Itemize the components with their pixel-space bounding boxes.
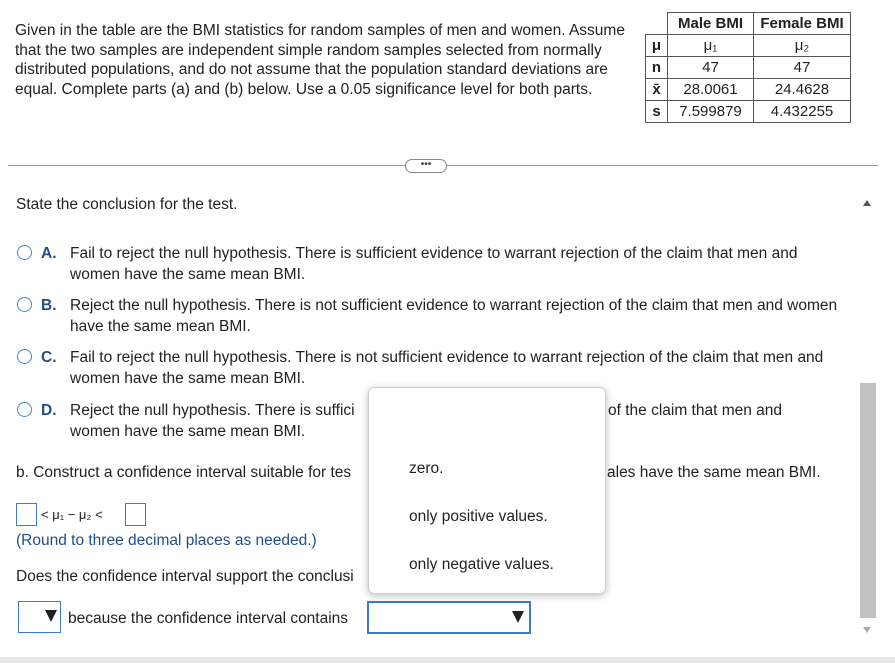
- lower-bound-input[interactable]: [16, 503, 37, 526]
- radio-button-a[interactable]: [17, 245, 32, 260]
- menu-item-positive[interactable]: only positive values.: [409, 508, 548, 525]
- problem-intro: Given in the table are the BMI statistics for random samples of men and women. Assume that the two samples are independent simple random samples selected from normally distributed populations, and do not assume that the population standard deviations are equal. Complete parts (a) and (b) below. Use a 0.05 significance level for both parts.: [15, 22, 625, 98]
- table-row: [646, 57, 851, 79]
- row-label: μ: [646, 35, 668, 57]
- row-label: n: [646, 57, 668, 79]
- interval-expression: [41, 507, 103, 522]
- option-text-line2: women have the same mean BMI.: [70, 423, 306, 440]
- table-corner: [646, 13, 668, 35]
- radio-button-d[interactable]: [17, 402, 32, 417]
- radio-button-c[interactable]: [17, 349, 32, 364]
- table-row: [646, 79, 851, 101]
- table-cell: 47: [668, 57, 754, 79]
- dropdown-arrow-icon: [512, 611, 524, 623]
- mu-difference: μ₁ − μ₂: [52, 507, 92, 522]
- table-cell: μ₂: [754, 35, 851, 57]
- contains-dropdown[interactable]: [367, 601, 531, 634]
- support-dropdown[interactable]: [18, 601, 61, 633]
- table-cell: 7.599879: [668, 101, 754, 123]
- table-header-female: Female BMI: [754, 13, 851, 35]
- row-label: x̄: [646, 79, 668, 101]
- option-text-left: Reject the null hypothesis. There is suffici: [70, 402, 355, 419]
- option-letter: C.: [41, 349, 57, 366]
- table-cell: 4.432255: [754, 101, 851, 123]
- scrollbar-thumb[interactable]: [860, 383, 876, 618]
- option-letter: D.: [41, 402, 57, 419]
- table-row: [646, 101, 851, 123]
- row-label: s: [646, 101, 668, 123]
- table-header-male: Male BMI: [668, 13, 754, 35]
- table-cell: 47: [754, 57, 851, 79]
- scroll-down-icon[interactable]: [863, 627, 871, 633]
- option-text: Fail to reject the null hypothesis. There is sufficient evidence to warrant rejection of the claim that men and women have the same mean BMI.: [70, 245, 798, 283]
- support-question: Does the confidence interval support the conclusi: [16, 568, 354, 585]
- table-cell: μ₁: [668, 35, 754, 57]
- bmi-stats-table: [645, 12, 851, 123]
- table-cell: 24.4628: [754, 79, 851, 101]
- radio-button-b[interactable]: [17, 297, 32, 312]
- because-text: because the confidence interval contains: [68, 610, 349, 627]
- option-text: Fail to reject the null hypothesis. There is not sufficient evidence to warrant rejection of the claim that men and women have the same mean BMI.: [70, 349, 824, 387]
- dropdown-arrow-icon: [45, 610, 57, 622]
- option-text-right: of the claim that men and: [608, 402, 783, 419]
- option-letter: B.: [41, 297, 57, 314]
- expand-button[interactable]: •••: [405, 159, 447, 173]
- table-header-row: [646, 13, 851, 35]
- question-text: State the conclusion for the test.: [16, 196, 238, 213]
- rounding-note: (Round to three decimal places as needed.): [16, 532, 317, 549]
- table-cell: 28.0061: [668, 79, 754, 101]
- part-b-text-left: b. Construct a confidence interval suitable for tes: [16, 464, 352, 481]
- menu-item-negative[interactable]: only negative values.: [409, 556, 554, 573]
- upper-bound-input[interactable]: [125, 503, 146, 526]
- bottom-bar: [0, 657, 895, 663]
- less-than-sign: <: [41, 507, 49, 522]
- table-row: [646, 35, 851, 57]
- menu-item-zero[interactable]: zero.: [409, 460, 444, 477]
- less-than-sign: <: [95, 507, 103, 522]
- option-text: Reject the null hypothesis. There is not sufficient evidence to warrant rejection of the claim that men and women have the same mean BMI.: [70, 297, 838, 335]
- dropdown-menu: [368, 387, 606, 594]
- scroll-up-icon[interactable]: [863, 200, 871, 206]
- part-b-text-right: ales have the same mean BMI.: [607, 464, 821, 481]
- option-letter: A.: [41, 245, 57, 262]
